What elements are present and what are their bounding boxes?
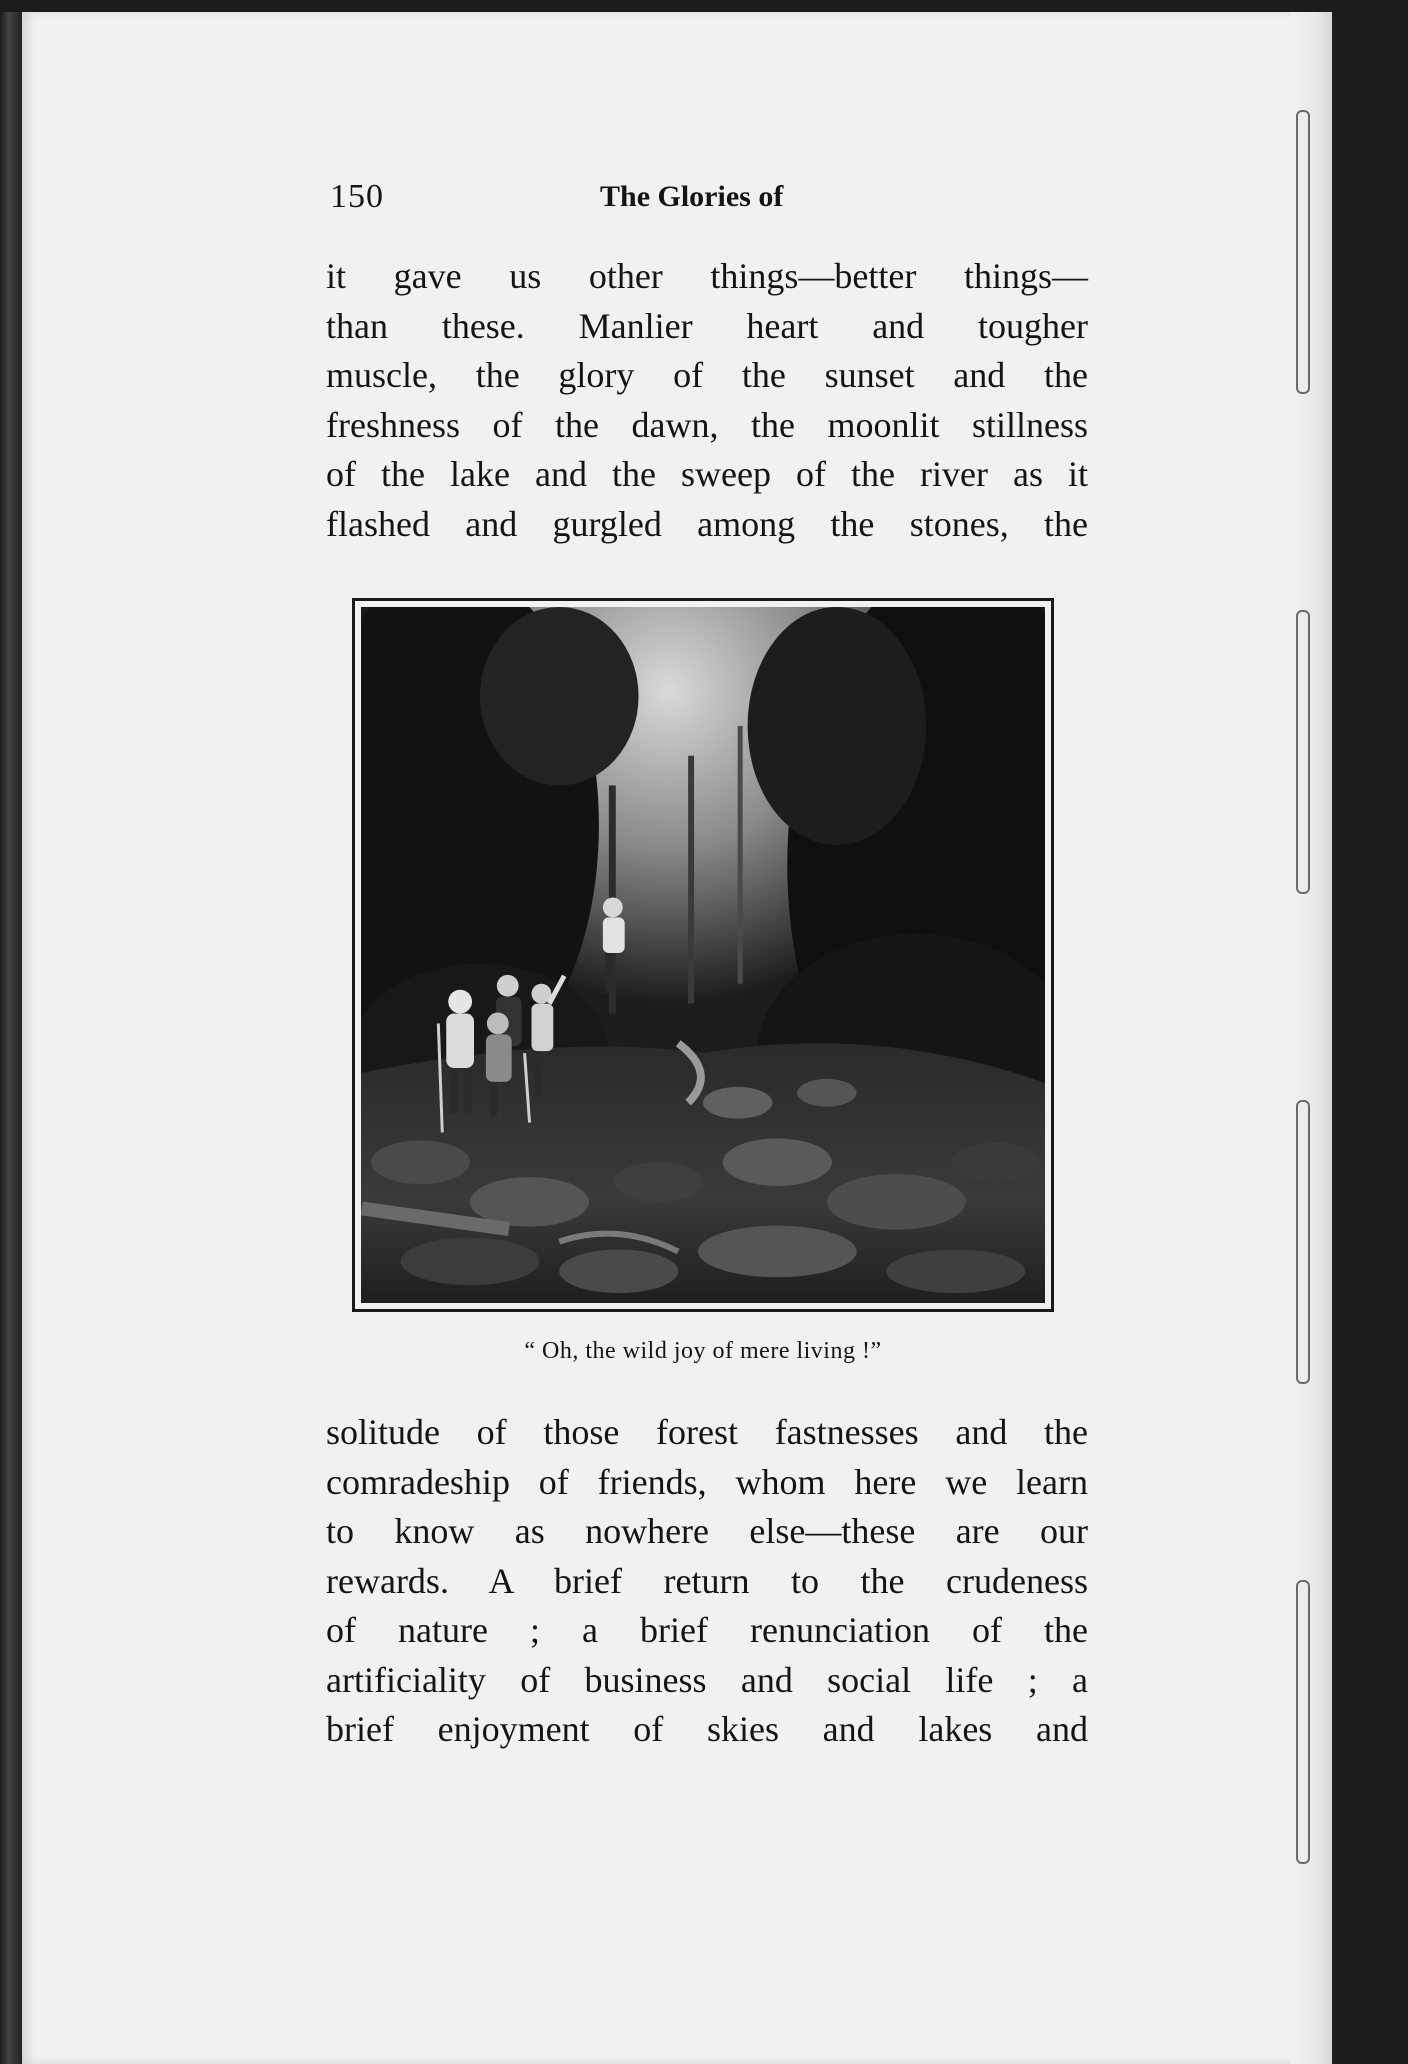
text-line: of the lake and the sweep of the river as it [326, 454, 1088, 494]
text-line: to know as nowhere else—these are our [326, 1511, 1088, 1551]
text-line: comradeship of friends, whom here we learn [326, 1461, 1088, 1502]
page-header [330, 178, 1090, 228]
text-line: rewards. A brief return to the crudeness [326, 1560, 1088, 1601]
text-line: artificiality of business and social life ; a [326, 1659, 1088, 1700]
text-line: of nature ; a brief renunciation of the [326, 1610, 1088, 1650]
body-text-top [326, 252, 1088, 549]
forest-photograph [352, 598, 1054, 1312]
body-text-bottom [326, 1408, 1088, 1755]
text-line: solitude of those forest fastnesses and the [326, 1412, 1088, 1452]
binding-stitch [1296, 610, 1310, 894]
binding-stitch [1296, 1580, 1310, 1864]
running-title: The Glories of [600, 180, 784, 213]
text-line: brief enjoyment of skies and lakes and [326, 1709, 1088, 1749]
text-line: freshness of the dawn, the moonlit stillness [326, 404, 1088, 445]
text-line: muscle, the glory of the sunset and the [326, 355, 1088, 395]
binding-stitch [1296, 110, 1310, 394]
figure-caption: “ Oh, the wild joy of mere living !” [524, 1338, 882, 1364]
book-spine [0, 0, 22, 2064]
scan-right-edge [1332, 0, 1408, 2064]
binding-stitch [1296, 1100, 1310, 1384]
text-line: it gave us other things—better things— [326, 256, 1088, 296]
photo-illustration [361, 607, 1045, 1303]
scan-top-edge [0, 0, 1408, 12]
text-line: than these. Manlier heart and tougher [326, 305, 1088, 346]
text-line: flashed and gurgled among the stones, the [326, 503, 1088, 544]
page-number: 150 [330, 178, 384, 215]
